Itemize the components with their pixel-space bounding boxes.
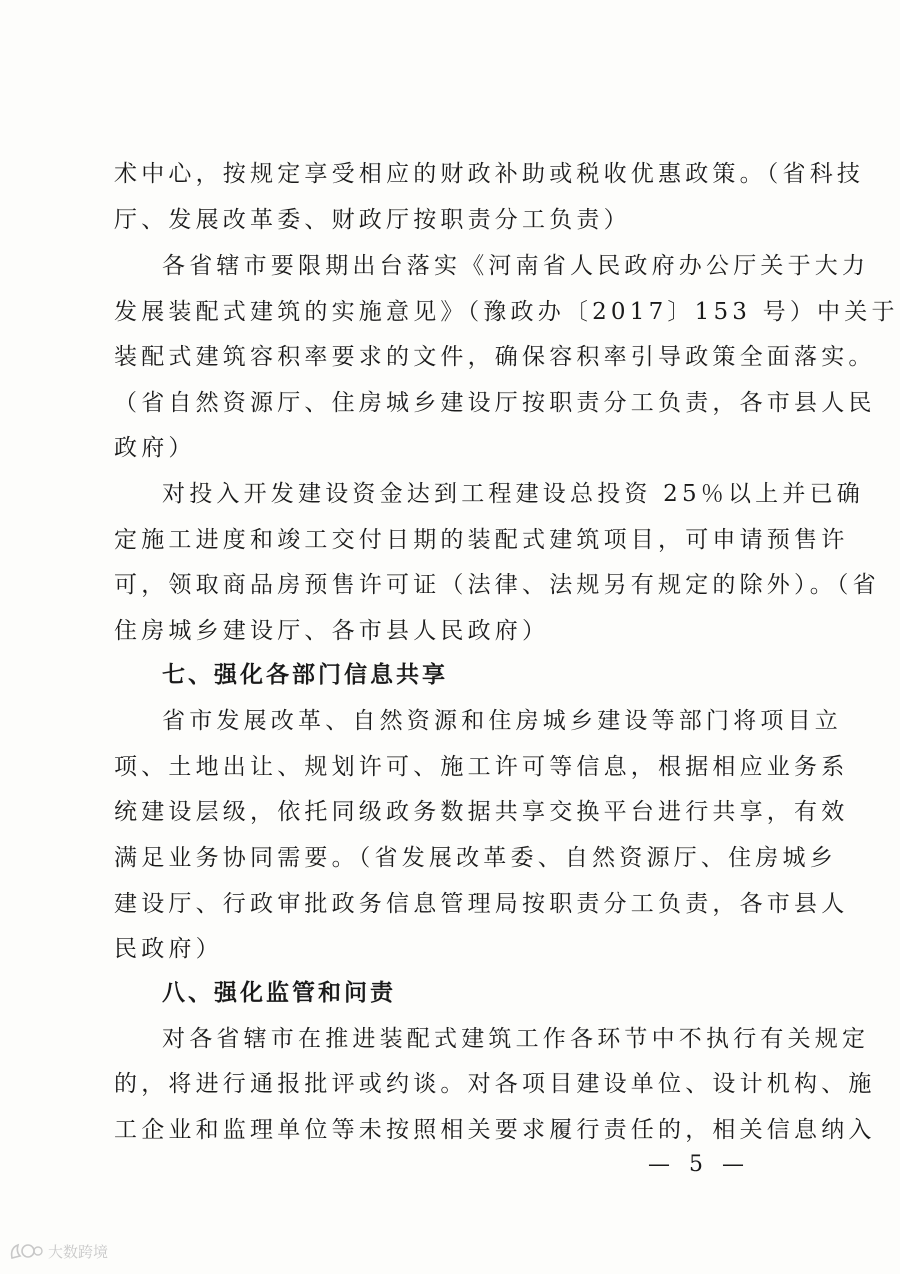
text-line: 工企业和监理单位等未按照相关要求履行责任的，相关信息纳入 [114, 1117, 876, 1143]
text-line: 厅、发展改革委、财政厅按职责分工负责） [114, 207, 631, 233]
page-number: — 5 — [648, 1152, 750, 1177]
text-line: 定施工进度和竣工交付日期的装配式建筑项目，可申请预售许 [114, 527, 849, 553]
watermark-text: 大数跨境 [48, 1242, 109, 1261]
text-line: 的，将进行通报批评或约谈。对各项目建设单位、设计机构、施 [114, 1071, 876, 1097]
text-line: 可，领取商品房预售许可证（法律、法规另有规定的除外）。（省 [114, 572, 880, 598]
text-line: 民政府） [114, 936, 223, 962]
paragraph-start-line: 省市发展改革、自然资源和住房城乡建设等部门将项目立 [162, 708, 842, 734]
text-line: 项、土地出让、规划许可、施工许可等信息，根据相应业务系 [114, 754, 849, 780]
text-line: 发展装配式建筑的实施意见》（豫政办〔2017〕153 号）中关于 [114, 299, 899, 325]
section-heading-seven: 七、强化各部门信息共享 [162, 662, 448, 688]
watermark [8, 1240, 108, 1262]
text-line: 满足业务协同需要。（省发展改革委、自然资源厅、住房城乡 [114, 845, 837, 871]
brand-logo-icon [8, 1240, 44, 1262]
text-line: 术中心，按规定享受相应的财政补助或税收优惠政策。（省科技 [114, 161, 865, 187]
paragraph-start-line: 各省辖市要限期出台落实《河南省人民政府办公厅关于大力 [162, 253, 870, 279]
text-line: （省自然资源厅、住房城乡建设厅按职责分工负责，各市县人民 [114, 390, 876, 416]
text-line: 装配式建筑容积率要求的文件，确保容积率引导政策全面落实。 [114, 344, 876, 370]
section-heading-eight: 八、强化监管和问责 [162, 980, 396, 1006]
text-line: 政府） [114, 435, 196, 461]
text-line: 建设厅、行政审批政务信息管理局按职责分工负责，各市县人 [114, 891, 849, 917]
paragraph-start-line: 对投入开发建设资金达到工程建设总投资 25％以上并已确 [162, 481, 864, 507]
paragraph-start-line: 对各省辖市在推进装配式建筑工作各环节中不执行有关规定 [162, 1026, 870, 1052]
text-line: 住房城乡建设厅、各市县人民政府） [114, 618, 550, 644]
text-line: 统建设层级，依托同级政务数据共享交换平台进行共享，有效 [114, 799, 849, 825]
